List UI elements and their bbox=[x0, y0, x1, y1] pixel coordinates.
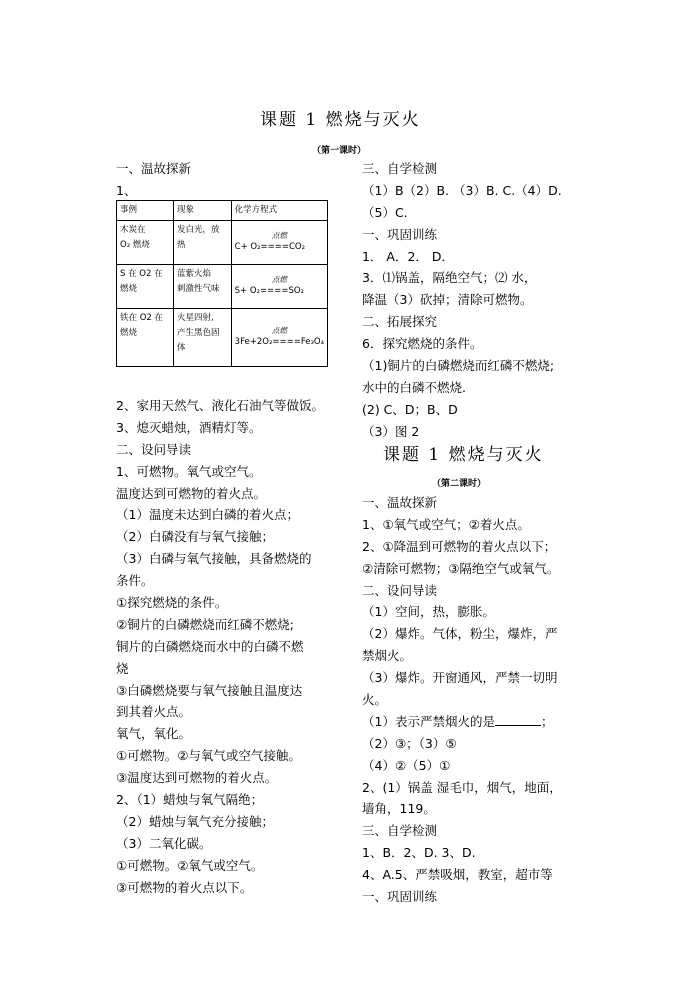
section-heading: 一、温故探新 bbox=[362, 495, 438, 510]
right-column-top bbox=[362, 158, 562, 443]
phenomena-table bbox=[116, 200, 328, 367]
section-heading: 二、设问导读 bbox=[362, 582, 438, 598]
table-header-cell: 现象 bbox=[174, 201, 232, 221]
text-line: 火。 bbox=[362, 692, 388, 708]
text-line: （4）②（5）① bbox=[362, 757, 451, 773]
table-row bbox=[117, 309, 328, 367]
table-cell: S 在 O2 在 燃烧 bbox=[117, 265, 174, 309]
equation-cell: 点燃 C+ O₂====CO₂ bbox=[231, 221, 327, 265]
answer-blank bbox=[495, 713, 541, 726]
table-cell: 木炭在 O₂ 燃烧 bbox=[117, 221, 174, 265]
text-line: （1）空间，热，膨胀。 bbox=[362, 604, 495, 620]
text-line: 墙角，119。 bbox=[362, 801, 436, 817]
text-line: 1、①氧气或空气；②着火点。 bbox=[362, 516, 530, 532]
table-cell: 蓝紫火焰 刺激性气味 bbox=[174, 265, 232, 309]
text-line: 铜片的白磷燃烧而水中的白磷不燃 bbox=[116, 638, 304, 654]
lesson-subtitle-2: （第二课时） bbox=[432, 479, 487, 489]
text-line: （1)铜片的白磷燃烧而红磷不燃烧; bbox=[362, 358, 555, 374]
text-line: 到其着火点。 bbox=[116, 704, 192, 720]
lesson-subtitle: （第一课时） bbox=[312, 146, 367, 156]
left-column-top bbox=[116, 158, 191, 202]
table-cell: 火星四射, 产生黑色固 体 bbox=[174, 309, 232, 367]
text-line: （3）图 2 bbox=[362, 423, 420, 439]
text-line: 氧气，氧化。 bbox=[116, 726, 192, 742]
right-column-bottom bbox=[362, 492, 562, 908]
text-line: 4、A.5、严禁吸烟，教室，超市等 bbox=[362, 867, 553, 883]
text-line: 烧 bbox=[116, 660, 129, 676]
table-cell: 铁在 O2 在 燃烧 bbox=[117, 309, 174, 367]
text-line: 水中的白磷不燃烧. bbox=[362, 379, 466, 395]
table-cell: 发白光，放 热 bbox=[174, 221, 232, 265]
table-header-row bbox=[117, 201, 328, 221]
text-line: 1、 bbox=[116, 182, 137, 198]
section-heading: 一、巩固训练 bbox=[362, 889, 438, 905]
table-header-cell: 事例 bbox=[117, 201, 174, 221]
text-line: 一、温故探新 bbox=[116, 161, 192, 176]
text-line: 温度达到可燃物的着火点。 bbox=[116, 485, 267, 501]
text-line: 3、熄灭蜡烛，酒精灯等。 bbox=[116, 419, 262, 435]
fill-blank-line: （1）表示严禁烟火的是 ； bbox=[362, 713, 554, 729]
text-line: 降温（3）砍掉；清除可燃物。 bbox=[362, 292, 533, 308]
table-row bbox=[117, 265, 328, 309]
text-line: （1）温度未达到白磷的着火点； bbox=[116, 507, 299, 523]
text-line: 1、可燃物。氧气或空气。 bbox=[116, 463, 262, 479]
section-heading: 一、巩固训练 bbox=[362, 226, 438, 242]
text-line: （2）爆炸。气体，粉尘，爆炸，严 bbox=[362, 626, 558, 642]
text-line: 1． A．2． D． bbox=[362, 248, 455, 264]
text-line: ③温度达到可燃物的着火点。 bbox=[116, 770, 278, 786]
text-line: （3）白磷与氧气接触，具备燃烧的 bbox=[116, 551, 312, 567]
text-line: ①可燃物。②氧气或空气。 bbox=[116, 857, 264, 873]
text-line: 2、(1）锅盖 湿毛巾，烟气，地面， bbox=[362, 779, 562, 795]
text-line: 禁烟火。 bbox=[362, 648, 413, 664]
text-line: ③可燃物的着火点以下。 bbox=[116, 879, 253, 895]
text-line: 6．探究燃烧的条件。 bbox=[362, 336, 483, 352]
text-line: 2、家用天然气、液化石油气等做饭。 bbox=[116, 398, 324, 413]
text-line: ②铜片的白磷燃烧而红磷不燃烧; bbox=[116, 616, 294, 632]
text-line: (2) C、D；B、D bbox=[362, 401, 458, 417]
text-line: ①可燃物。②与氧气或空气接触。 bbox=[116, 748, 301, 764]
text-line: （3）爆炸。开窗通风，严禁一切明 bbox=[362, 670, 558, 686]
text-line: （1）B（2）B. （3）B. C.（4）D. bbox=[362, 182, 562, 198]
text-line: （2）白磷没有与氧气接触； bbox=[116, 529, 274, 545]
page-title-2: 课题 1 燃烧与灭火 bbox=[383, 445, 544, 465]
text-line: （2）③；（3）⑤ bbox=[362, 735, 457, 751]
equation-cell: 点燃 3Fe+2O₂====Fe₃O₄ bbox=[231, 309, 327, 367]
text-line: ②清除可燃物；③隔绝空气或氧气。 bbox=[362, 560, 560, 576]
text-line: 2、①降温到可燃物的着火点以下； bbox=[362, 538, 557, 554]
text-line: 2、（1）蜡烛与氧气隔绝； bbox=[116, 792, 264, 808]
text-line: 1、B．2、D. 3、D. bbox=[362, 845, 476, 861]
text-line: ③白磷燃烧要与氧气接触且温度达 bbox=[116, 682, 303, 698]
table-row bbox=[117, 221, 328, 265]
text-line: ①探究燃烧的条件。 bbox=[116, 595, 228, 611]
text-line: 条件。 bbox=[116, 573, 154, 589]
page-title: 课题 1 燃烧与灭火 bbox=[260, 110, 421, 130]
section-heading: 二、设问导读 bbox=[116, 441, 192, 457]
equation-cell: 点燃 S+ O₂====SO₂ bbox=[231, 265, 327, 309]
section-heading: 三、自学检测 bbox=[362, 161, 438, 176]
text-line: 3．⑴锅盖，隔绝空气；⑵ 水， bbox=[362, 270, 537, 286]
table-header-cell: 化学方程式 bbox=[231, 201, 327, 221]
section-heading: 三、自学检测 bbox=[362, 823, 438, 839]
text-line: （5）C. bbox=[362, 204, 408, 220]
section-heading: 二、拓展探究 bbox=[362, 314, 438, 330]
text-line: （2）蜡烛与氧气充分接触； bbox=[116, 813, 274, 829]
text-line: （3）二氧化碳。 bbox=[116, 835, 212, 851]
left-column-bottom bbox=[116, 395, 324, 898]
